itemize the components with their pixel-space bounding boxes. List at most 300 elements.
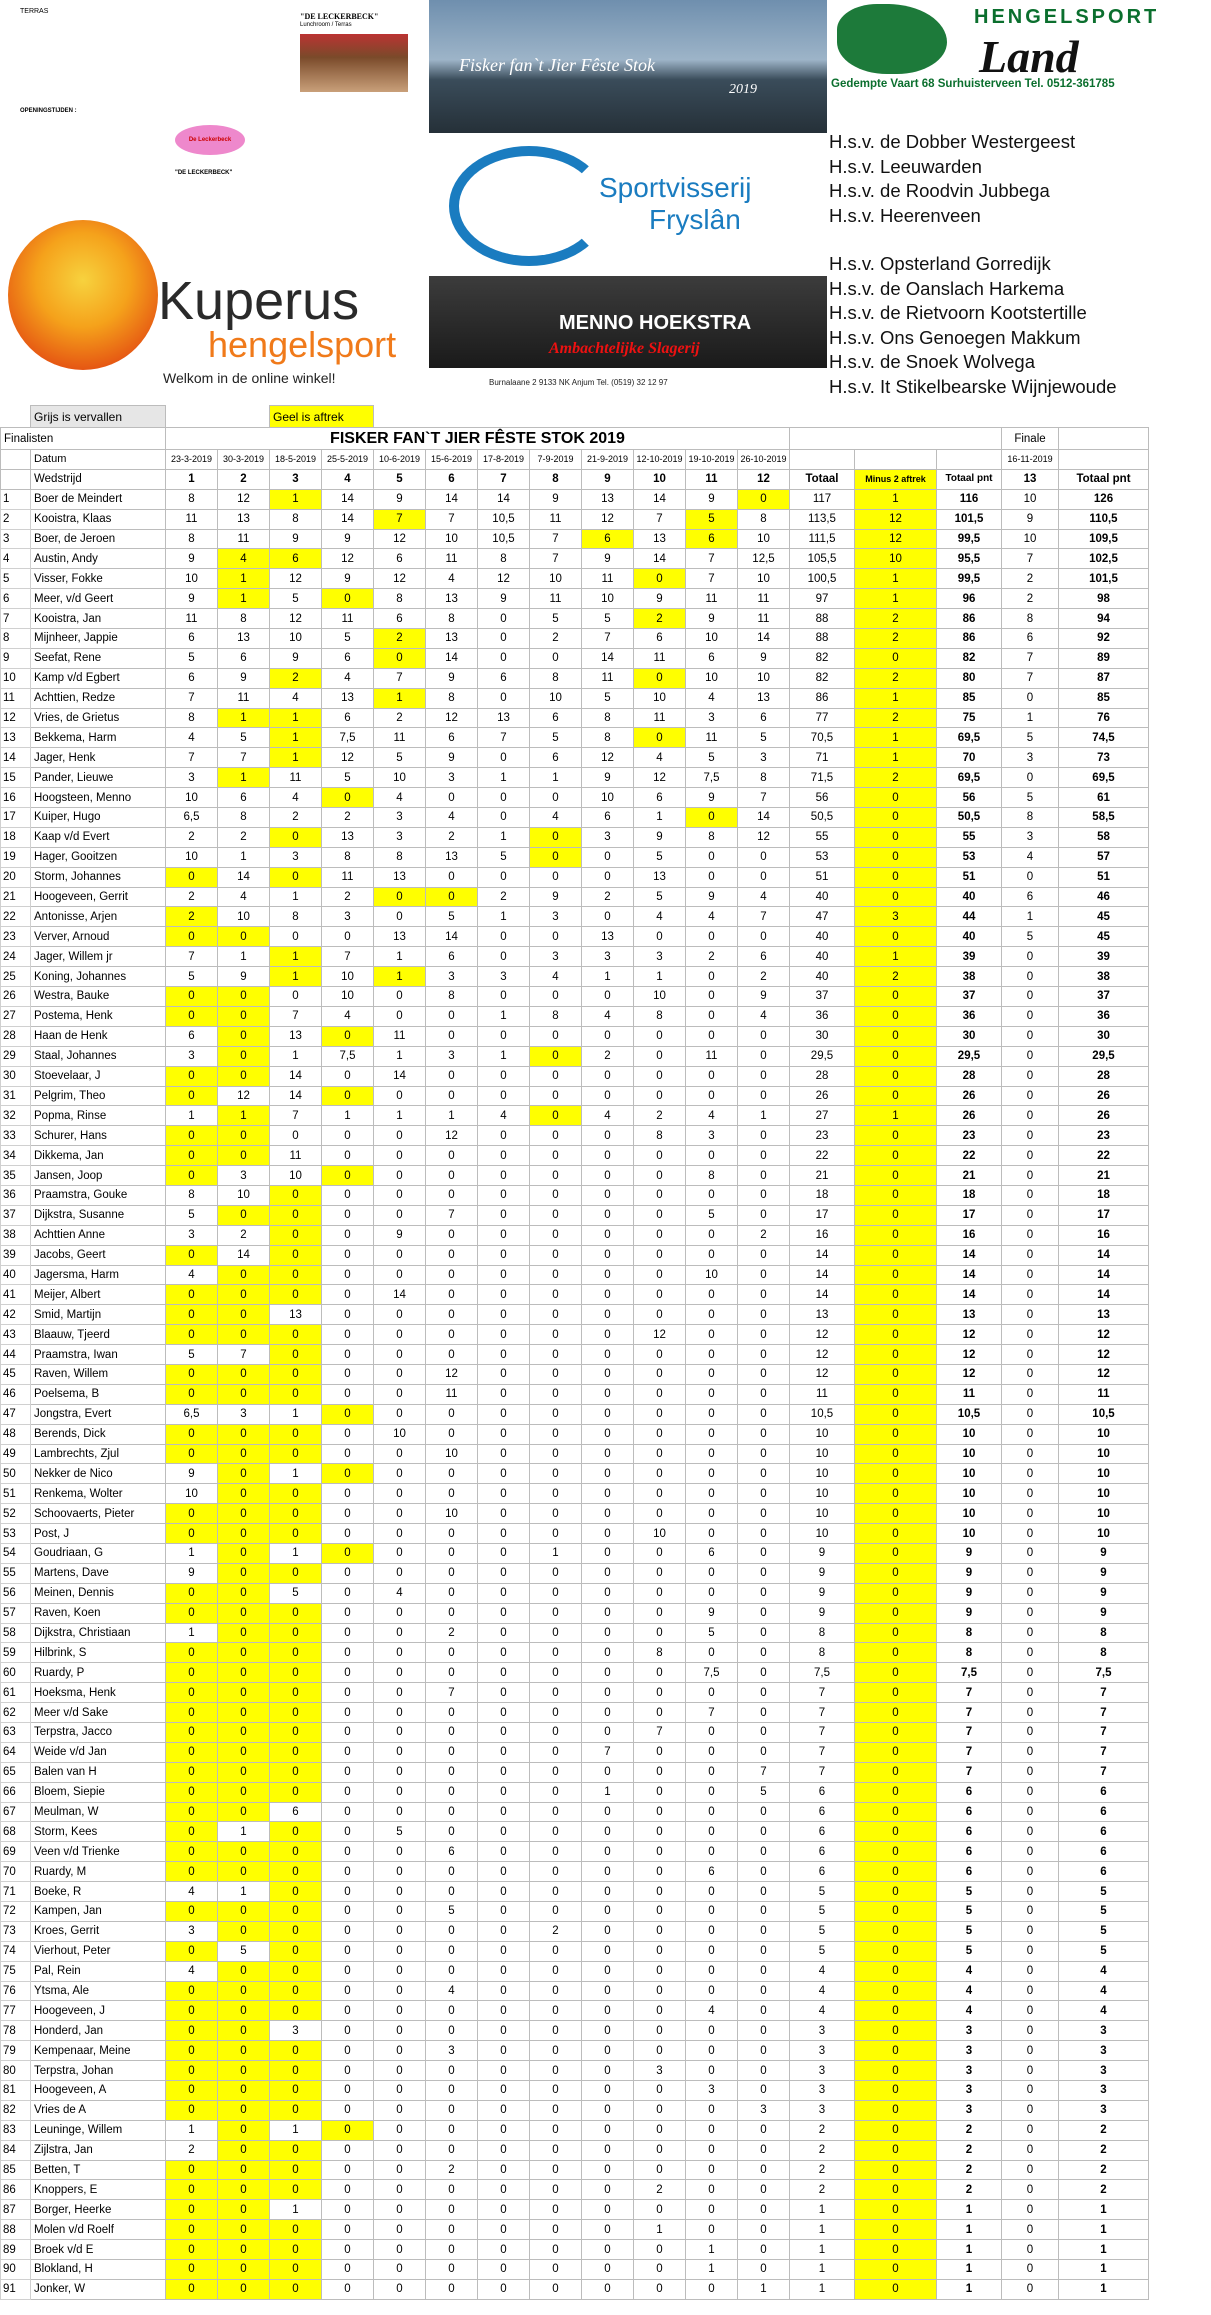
- total-cell: 3: [790, 2081, 855, 2101]
- minus-cell: 2: [855, 629, 937, 649]
- total-cell: 17: [790, 1205, 855, 1225]
- score-cell: 0: [530, 927, 582, 947]
- score-cell: 0: [270, 1663, 322, 1683]
- score-cell: 0: [374, 2220, 426, 2240]
- total-cell: 55: [790, 827, 855, 847]
- total-pnt-cell: 99,5: [937, 569, 1002, 589]
- score-cell: 0: [478, 1623, 530, 1643]
- minus-cell: 0: [855, 1941, 937, 1961]
- name-cell: Storm, Johannes: [31, 867, 166, 887]
- total-cell: 12: [790, 1364, 855, 1384]
- minus-cell: 0: [855, 927, 937, 947]
- final-total-cell: 2: [1059, 2140, 1149, 2160]
- score-cell: 0: [686, 2021, 738, 2041]
- score-cell: 0: [166, 1305, 218, 1325]
- score-cell: 0: [686, 1146, 738, 1166]
- score-cell: 1: [166, 1623, 218, 1643]
- score-cell: 0: [582, 1583, 634, 1603]
- score-cell: 0: [530, 1862, 582, 1882]
- score-cell: 2: [738, 967, 790, 987]
- score-cell: 0: [686, 1723, 738, 1743]
- score-cell: 0: [218, 2081, 270, 2101]
- score-cell: 6: [322, 648, 374, 668]
- rank-cell: 88: [1, 2220, 31, 2240]
- final-total-cell: 7: [1059, 1762, 1149, 1782]
- score-cell: 0: [582, 1265, 634, 1285]
- score-cell: 3: [478, 967, 530, 987]
- finale-score-cell: 5: [1002, 927, 1059, 947]
- score-cell: 0: [322, 1325, 374, 1345]
- score-cell: 0: [530, 867, 582, 887]
- score-cell: 0: [738, 1583, 790, 1603]
- score-cell: 4: [686, 1106, 738, 1126]
- score-cell: 11: [270, 768, 322, 788]
- score-cell: 0: [478, 2120, 530, 2140]
- rank-cell: 82: [1, 2100, 31, 2120]
- score-cell: 0: [426, 2220, 478, 2240]
- score-cell: 0: [166, 867, 218, 887]
- score-cell: 0: [686, 967, 738, 987]
- score-cell: 0: [270, 1762, 322, 1782]
- final-total-cell: 8: [1059, 1643, 1149, 1663]
- total-pnt-cell: 8: [937, 1623, 1002, 1643]
- rank-cell: 91: [1, 2279, 31, 2299]
- score-cell: 9: [270, 648, 322, 668]
- score-cell: 0: [634, 1086, 686, 1106]
- total-pnt-cell: 55: [937, 827, 1002, 847]
- score-cell: 0: [582, 1921, 634, 1941]
- total-pnt-cell: 2: [937, 2160, 1002, 2180]
- score-cell: 0: [270, 1384, 322, 1404]
- score-cell: 0: [270, 987, 322, 1007]
- score-cell: 0: [582, 1723, 634, 1743]
- minus-cell: 0: [855, 1205, 937, 1225]
- total-cell: 8: [790, 1623, 855, 1643]
- score-cell: 0: [166, 1822, 218, 1842]
- table-row: [1, 847, 1149, 867]
- score-cell: 0: [634, 2279, 686, 2299]
- score-cell: 0: [270, 1723, 322, 1743]
- rank-cell: 55: [1, 1563, 31, 1583]
- rank-cell: 56: [1, 1583, 31, 1603]
- final-total-cell: 1: [1059, 2240, 1149, 2260]
- score-cell: 6: [426, 728, 478, 748]
- spacer-cell: [1059, 450, 1149, 470]
- minus-cell: 0: [855, 1643, 937, 1663]
- score-cell: 9: [218, 668, 270, 688]
- final-total-cell: 10: [1059, 1524, 1149, 1544]
- finale-score-cell: 0: [1002, 1126, 1059, 1146]
- score-cell: 10: [218, 1185, 270, 1205]
- name-cell: Renkema, Wolter: [31, 1484, 166, 1504]
- table-row: [1, 2160, 1149, 2180]
- score-cell: 13: [322, 827, 374, 847]
- score-cell: 0: [426, 2061, 478, 2081]
- score-cell: 1: [270, 728, 322, 748]
- score-cell: 13: [322, 688, 374, 708]
- score-cell: 0: [738, 1742, 790, 1762]
- total-pnt-cell: 13: [937, 1305, 1002, 1325]
- score-cell: 5: [166, 1345, 218, 1365]
- rank-cell: 23: [1, 927, 31, 947]
- photo-year: 2019: [729, 82, 757, 97]
- table-row: [1, 2140, 1149, 2160]
- score-cell: 0: [426, 1185, 478, 1205]
- score-cell: 3: [530, 907, 582, 927]
- score-cell: 3: [634, 2061, 686, 2081]
- score-cell: 0: [686, 1325, 738, 1345]
- table-row: [1, 1285, 1149, 1305]
- name-cell: Verver, Arnoud: [31, 927, 166, 947]
- score-cell: 4: [478, 1106, 530, 1126]
- total-pnt-cell: 2: [937, 2140, 1002, 2160]
- finale-score-cell: 2: [1002, 569, 1059, 589]
- minus-cell: 3: [855, 907, 937, 927]
- minus-cell: 0: [855, 1762, 937, 1782]
- score-cell: 0: [218, 1583, 270, 1603]
- final-total-cell: 126: [1059, 489, 1149, 509]
- score-cell: 0: [426, 1921, 478, 1941]
- total-pnt-cell: 5: [937, 1882, 1002, 1902]
- finale-score-cell: 0: [1002, 2240, 1059, 2260]
- total-cell: 28: [790, 1066, 855, 1086]
- score-cell: 1: [166, 1543, 218, 1563]
- score-cell: 0: [530, 987, 582, 1007]
- final-total-cell: 46: [1059, 887, 1149, 907]
- score-cell: 7: [218, 748, 270, 768]
- total-cell: 3: [790, 2100, 855, 2120]
- minus-cell: 0: [855, 1265, 937, 1285]
- score-cell: 0: [530, 847, 582, 867]
- final-total-cell: 9: [1059, 1563, 1149, 1583]
- score-cell: 0: [634, 1364, 686, 1384]
- score-cell: 0: [634, 1802, 686, 1822]
- score-cell: 10: [686, 1265, 738, 1285]
- minus-cell: 0: [855, 1683, 937, 1703]
- score-cell: 14: [374, 1066, 426, 1086]
- score-cell: 0: [686, 2140, 738, 2160]
- score-cell: 0: [634, 1882, 686, 1902]
- total-pnt-cell: 22: [937, 1146, 1002, 1166]
- name-cell: Vries de A: [31, 2100, 166, 2120]
- score-cell: 1: [374, 1046, 426, 1066]
- score-cell: 0: [374, 648, 426, 668]
- score-cell: 5: [426, 1902, 478, 1922]
- score-cell: 0: [322, 1345, 374, 1365]
- score-cell: 0: [322, 1941, 374, 1961]
- score-cell: 0: [686, 1225, 738, 1245]
- score-cell: 0: [738, 1921, 790, 1941]
- score-cell: 2: [218, 1225, 270, 1245]
- score-cell: 0: [374, 2160, 426, 2180]
- name-cell: Pelgrim, Theo: [31, 1086, 166, 1106]
- score-cell: 0: [218, 987, 270, 1007]
- score-cell: 2: [374, 629, 426, 649]
- score-cell: 0: [530, 2021, 582, 2041]
- final-total-cell: 10: [1059, 1484, 1149, 1504]
- rank-cell: 7: [1, 609, 31, 629]
- score-cell: 0: [322, 1723, 374, 1743]
- score-cell: 6: [530, 748, 582, 768]
- score-cell: 0: [634, 2081, 686, 2101]
- finale-score-cell: 2: [1002, 589, 1059, 609]
- minus-cell: 0: [855, 2021, 937, 2041]
- total-cell: 3: [790, 2041, 855, 2061]
- score-cell: 0: [270, 827, 322, 847]
- total-cell: 40: [790, 887, 855, 907]
- score-cell: 0: [270, 1742, 322, 1762]
- score-cell: 0: [738, 1305, 790, 1325]
- total-cell: 14: [790, 1245, 855, 1265]
- finale-score-cell: 0: [1002, 1882, 1059, 1902]
- final-total-cell: 4: [1059, 2001, 1149, 2021]
- minus-cell: 0: [855, 1663, 937, 1683]
- score-cell: 11: [374, 1026, 426, 1046]
- total-pnt-cell: 86: [937, 629, 1002, 649]
- finale-score-cell: 0: [1002, 1822, 1059, 1842]
- rank-cell: 37: [1, 1205, 31, 1225]
- score-cell: 3: [322, 907, 374, 927]
- score-cell: 0: [634, 1504, 686, 1524]
- score-cell: 3: [166, 1046, 218, 1066]
- score-cell: 0: [582, 1882, 634, 1902]
- score-cell: 0: [478, 1524, 530, 1544]
- club-item: H.s.v. de Roodvin Jubbega: [829, 180, 1050, 201]
- score-cell: 0: [582, 1245, 634, 1265]
- score-cell: 9: [166, 1464, 218, 1484]
- score-cell: 5: [686, 748, 738, 768]
- score-cell: 0: [322, 1464, 374, 1484]
- club-item: H.s.v. Ons Genoegen Makkum: [829, 326, 1081, 348]
- score-cell: 0: [374, 1384, 426, 1404]
- table-row: [1, 1265, 1149, 1285]
- score-cell: 0: [270, 1882, 322, 1902]
- score-cell: 1: [270, 1543, 322, 1563]
- name-cell: Broek v/d E: [31, 2240, 166, 2260]
- final-total-cell: 36: [1059, 1006, 1149, 1026]
- score-cell: 0: [478, 1563, 530, 1583]
- score-cell: 8: [270, 907, 322, 927]
- score-cell: 13: [634, 867, 686, 887]
- table-row: [1, 1543, 1149, 1563]
- score-cell: 9: [374, 1225, 426, 1245]
- score-cell: 0: [530, 1703, 582, 1723]
- score-cell: 0: [582, 2260, 634, 2280]
- kuperus-label: Kuperus: [158, 271, 360, 331]
- date-header: 10-6-2019: [374, 450, 426, 470]
- total-cell: 4: [790, 1961, 855, 1981]
- score-cell: 0: [738, 2200, 790, 2220]
- minus-cell: 0: [855, 2061, 937, 2081]
- total-pnt-cell: 5: [937, 1921, 1002, 1941]
- bird-logo-icon: [837, 4, 947, 74]
- finale-score-cell: 7: [1002, 549, 1059, 569]
- score-cell: 0: [582, 2180, 634, 2200]
- score-cell: 1: [270, 2200, 322, 2220]
- name-cell: Boer, de Jeroen: [31, 529, 166, 549]
- score-cell: 0: [530, 1404, 582, 1424]
- rank-cell: 13: [1, 728, 31, 748]
- score-cell: 10: [426, 1504, 478, 1524]
- score-cell: 0: [634, 1921, 686, 1941]
- score-cell: 10: [738, 569, 790, 589]
- score-cell: 9: [634, 827, 686, 847]
- restaurant-subtitle: Lunchroom / Terras: [300, 22, 352, 28]
- score-cell: 0: [686, 1504, 738, 1524]
- score-cell: 0: [582, 1941, 634, 1961]
- score-cell: 0: [634, 1464, 686, 1484]
- total-pnt-cell: 14: [937, 1245, 1002, 1265]
- final-total-cell: 23: [1059, 1126, 1149, 1146]
- score-cell: 7: [270, 1006, 322, 1026]
- score-cell: 2: [218, 827, 270, 847]
- finale-score-cell: 5: [1002, 788, 1059, 808]
- finale-score-cell: 0: [1002, 1166, 1059, 1186]
- final-total-cell: 17: [1059, 1205, 1149, 1225]
- name-cell: Jagersma, Harm: [31, 1265, 166, 1285]
- table-row: [1, 808, 1149, 828]
- table-row: [1, 1205, 1149, 1225]
- final-total-cell: 3: [1059, 2041, 1149, 2061]
- score-cell: 1: [530, 768, 582, 788]
- score-cell: 0: [738, 1384, 790, 1404]
- score-cell: 0: [738, 1961, 790, 1981]
- score-cell: 1: [166, 2120, 218, 2140]
- score-cell: 3: [426, 2041, 478, 2061]
- final-total-cell: 11: [1059, 1384, 1149, 1404]
- rank-cell: 21: [1, 887, 31, 907]
- score-cell: 0: [426, 1563, 478, 1583]
- score-cell: 0: [426, 1325, 478, 1345]
- score-cell: 0: [478, 1921, 530, 1941]
- score-cell: 0: [322, 1782, 374, 1802]
- date-header: 30-3-2019: [218, 450, 270, 470]
- score-cell: 0: [270, 1444, 322, 1464]
- name-cell: Molen v/d Roelf: [31, 2220, 166, 2240]
- table-row: [1, 1981, 1149, 2001]
- score-cell: 0: [530, 2061, 582, 2081]
- fryslan-label: Fryslân: [649, 204, 741, 235]
- total-cell: 3: [790, 2061, 855, 2081]
- score-cell: 2: [426, 1623, 478, 1643]
- score-cell: 11: [322, 609, 374, 629]
- restaurant-signature: "DE LECKERBECK": [175, 170, 233, 176]
- name-cell: Ytsma, Ale: [31, 1981, 166, 2001]
- table-row: [1, 629, 1149, 649]
- score-cell: 0: [426, 1703, 478, 1723]
- total-cell: 10: [790, 1524, 855, 1544]
- score-cell: 11: [374, 728, 426, 748]
- score-cell: 0: [582, 1762, 634, 1782]
- score-cell: 0: [322, 1742, 374, 1762]
- score-cell: 0: [686, 808, 738, 828]
- score-cell: 2: [166, 887, 218, 907]
- score-cell: 0: [478, 2180, 530, 2200]
- finale-score-cell: 0: [1002, 2260, 1059, 2280]
- score-cell: 9: [686, 887, 738, 907]
- score-cell: 0: [374, 1623, 426, 1643]
- score-cell: 12: [270, 569, 322, 589]
- rank-cell: 77: [1, 2001, 31, 2021]
- table-row: [1, 1106, 1149, 1126]
- table-row: [1, 1862, 1149, 1882]
- table-row: [1, 529, 1149, 549]
- total-pnt-cell: 82: [937, 648, 1002, 668]
- minus-cell: 0: [855, 1345, 937, 1365]
- finale-score-cell: 0: [1002, 1782, 1059, 1802]
- score-cell: 0: [686, 1404, 738, 1424]
- score-cell: 0: [478, 629, 530, 649]
- score-cell: 0: [270, 1185, 322, 1205]
- score-cell: 14: [270, 1086, 322, 1106]
- score-cell: 0: [634, 1782, 686, 1802]
- final-total-cell: 102,5: [1059, 549, 1149, 569]
- final-total-cell: 9: [1059, 1583, 1149, 1603]
- total-pnt-cell: 4: [937, 2001, 1002, 2021]
- score-cell: 0: [530, 1504, 582, 1524]
- score-cell: 10: [634, 688, 686, 708]
- table-row: [1, 1842, 1149, 1862]
- score-cell: 0: [426, 1424, 478, 1444]
- minus-cell: 0: [855, 1842, 937, 1862]
- score-cell: 0: [738, 1902, 790, 1922]
- table-row: [1, 1444, 1149, 1464]
- score-cell: 0: [218, 1623, 270, 1643]
- score-cell: 1: [218, 569, 270, 589]
- table-row: [1, 1762, 1149, 1782]
- total-pnt-cell: 3: [937, 2021, 1002, 2041]
- score-cell: 0: [478, 1643, 530, 1663]
- score-cell: 0: [634, 2001, 686, 2021]
- score-cell: 0: [322, 1862, 374, 1882]
- terras-heading: TERRAS: [20, 8, 49, 15]
- date-header: 7-9-2019: [530, 450, 582, 470]
- score-cell: 0: [478, 1205, 530, 1225]
- score-cell: 0: [218, 1325, 270, 1345]
- minus-cell: 0: [855, 1921, 937, 1941]
- score-cell: 4: [738, 887, 790, 907]
- score-cell: 13: [374, 927, 426, 947]
- minus-cell: 0: [855, 2100, 937, 2120]
- score-cell: 0: [530, 1265, 582, 1285]
- name-cell: Terpstra, Johan: [31, 2061, 166, 2081]
- score-cell: 0: [218, 1742, 270, 1762]
- score-cell: 8: [478, 549, 530, 569]
- score-cell: 1: [218, 768, 270, 788]
- score-cell: 3: [374, 808, 426, 828]
- score-cell: 0: [322, 1384, 374, 1404]
- name-cell: Praamstra, Iwan: [31, 1345, 166, 1365]
- legend-grey: Grijs is vervallen: [31, 406, 166, 428]
- total-cell: 4: [790, 1981, 855, 2001]
- score-cell: 5: [218, 728, 270, 748]
- score-cell: 0: [478, 2041, 530, 2061]
- score-cell: 0: [426, 1882, 478, 1902]
- score-cell: 14: [322, 489, 374, 509]
- score-cell: 5: [270, 589, 322, 609]
- rank-cell: 5: [1, 569, 31, 589]
- total-pnt-cell: 8: [937, 1643, 1002, 1663]
- score-cell: 0: [686, 1961, 738, 1981]
- score-cell: 0: [478, 1583, 530, 1603]
- score-cell: 0: [166, 1981, 218, 2001]
- score-cell: 0: [478, 2140, 530, 2160]
- total-cell: 6: [790, 1802, 855, 1822]
- score-cell: 0: [426, 867, 478, 887]
- total-pnt-cell: 3: [937, 2041, 1002, 2061]
- score-cell: 8: [582, 728, 634, 748]
- score-cell: 12: [426, 708, 478, 728]
